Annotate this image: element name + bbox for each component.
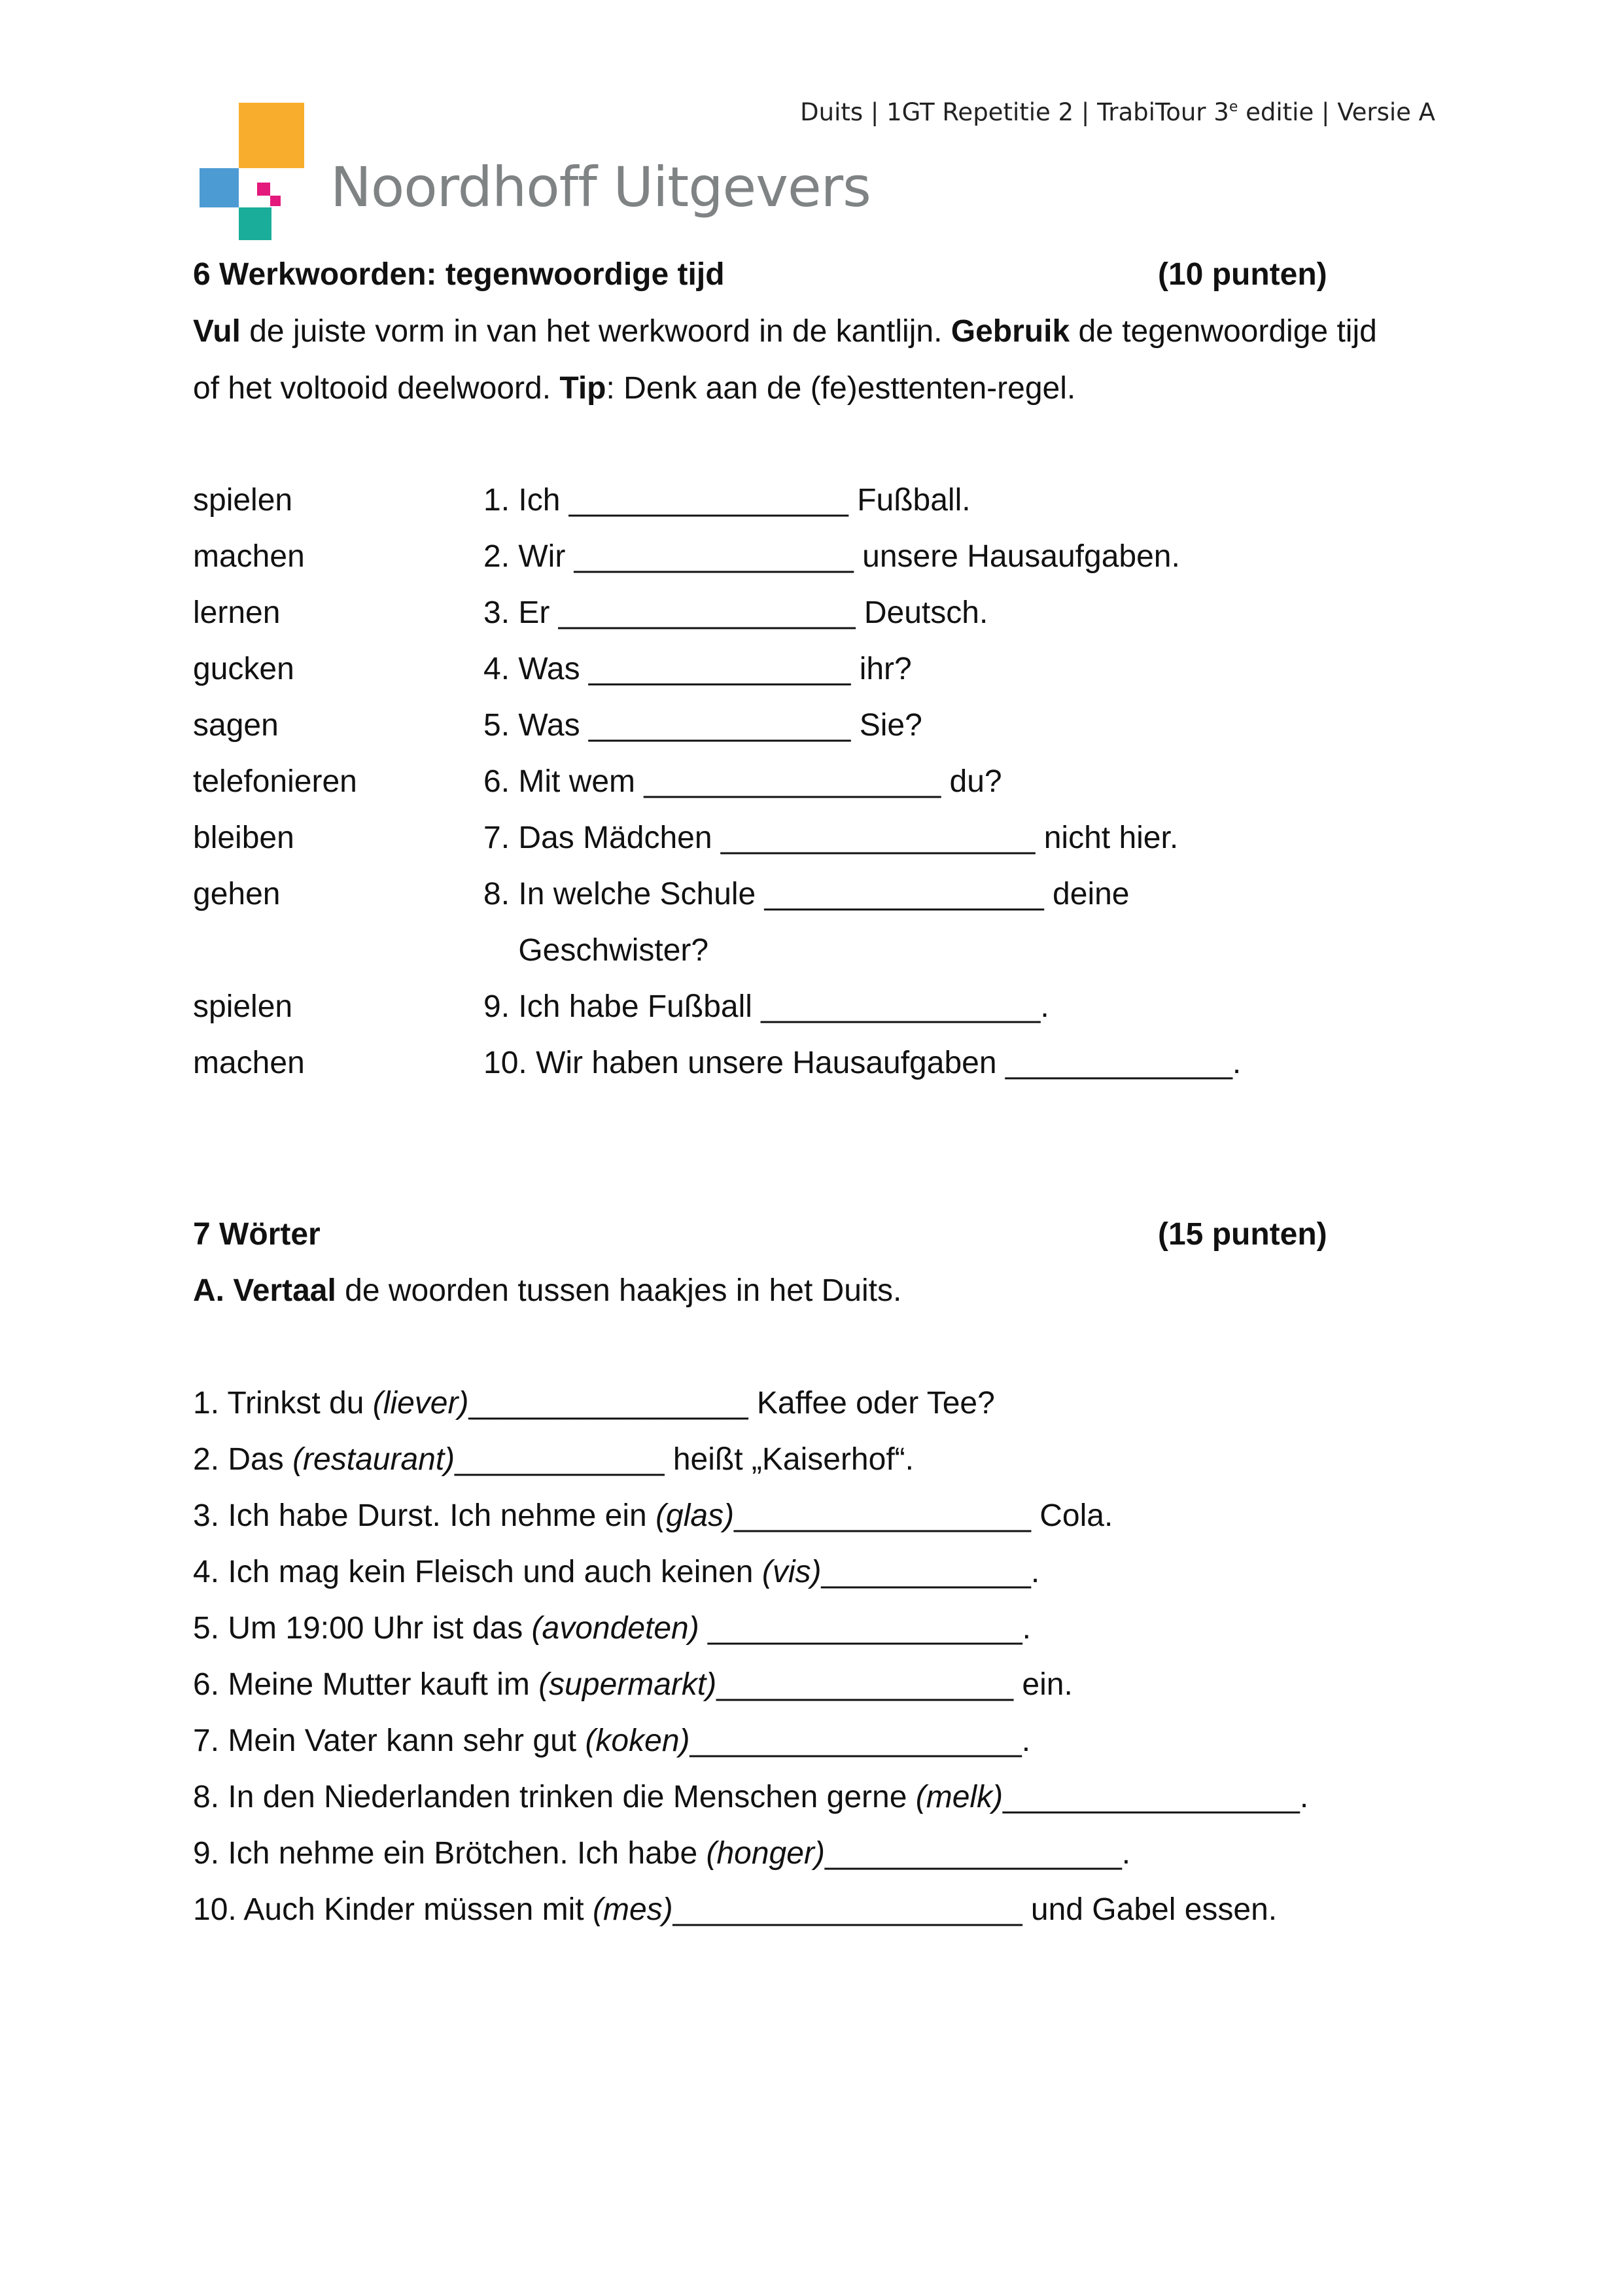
item-hint: (koken) (585, 1723, 690, 1758)
item-text: 5. Um 19:00 Uhr ist das (193, 1611, 532, 1646)
instruction-bold: Vul (193, 314, 241, 349)
item-blank: _________________. (824, 1836, 1131, 1871)
verb-hint: machen (193, 1046, 305, 1080)
verb-hint: machen (193, 539, 305, 574)
section-7-points: (15 punten) (1158, 1217, 1327, 1252)
verb-hint: spielen (193, 989, 293, 1024)
verb-hint: spielen (193, 483, 293, 518)
item-text: 10. Auch Kinder müssen mit (193, 1892, 593, 1927)
translation-item (193, 1609, 1031, 1648)
translation-item (193, 1834, 1130, 1873)
translation-item (193, 1778, 1308, 1817)
item-hint: (restaurant) (292, 1442, 455, 1477)
document-header (800, 98, 1435, 126)
translation-item (193, 1722, 1030, 1761)
instruction-bold: Tip (559, 371, 606, 406)
exercise-sentence: 1. Ich ________________ Fußball. (483, 483, 971, 518)
section-7-instruction (193, 1271, 901, 1311)
instruction-bold: A. Vertaal (193, 1273, 336, 1308)
item-hint: (vis) (761, 1555, 822, 1589)
item-text: 4. Ich mag kein Fleisch und auch keinen (193, 1555, 762, 1589)
exercise-sentence: 8. In welche Schule ________________ deine (483, 877, 1130, 911)
item-blank: ___________________. (689, 1723, 1031, 1758)
section-6-points: (10 punten) (1158, 257, 1327, 292)
instruction-text: : Denk aan de (fe)esttenten-regel. (606, 371, 1076, 406)
item-hint: (liever) (372, 1386, 469, 1421)
exercise-sentence: 10. Wir haben unsere Hausaufgaben _____________. (483, 1046, 1242, 1080)
item-blank: ________________ Kaffee oder Tee? (468, 1386, 995, 1421)
verb-hint: sagen (193, 708, 279, 743)
section-6-title: 6 Werkwoorden: tegenwoordige tijd (193, 257, 725, 292)
item-blank: _________________ Cola. (734, 1498, 1113, 1533)
instruction-text: de woorden tussen haakjes in het Duits. (336, 1273, 902, 1308)
verb-hint: gucken (193, 652, 294, 686)
item-text: 8. In den Niederlanden trinken die Menschen gerne (193, 1780, 916, 1814)
exercise-sentence-continued: Geschwister? (483, 933, 709, 968)
translation-item (193, 1553, 1039, 1592)
item-blank: __________________. (699, 1611, 1031, 1646)
section-7-title: 7 Wörter (193, 1217, 321, 1252)
item-text: 9. Ich nehme ein Brötchen. Ich habe (193, 1836, 707, 1871)
translation-item (193, 1384, 995, 1423)
item-blank: ____________. (821, 1555, 1040, 1589)
exercise-sentence: 7. Das Mädchen __________________ nicht hier. (483, 821, 1179, 855)
noordhoff-logo (200, 103, 871, 240)
section-6-instruction-line-2 (193, 369, 1075, 408)
item-text: 1. Trinkst du (193, 1386, 373, 1421)
verb-hint: gehen (193, 877, 281, 911)
verb-hint: telefonieren (193, 764, 357, 799)
item-hint: (glas) (655, 1498, 735, 1533)
logo-pink-square (257, 183, 270, 196)
exercise-sentence: 5. Was _______________ Sie? (483, 708, 922, 743)
logo-pink-square-small (270, 196, 281, 206)
instruction-text: of het voltooid deelwoord. (193, 371, 560, 406)
instruction-text: de juiste vorm in van het werkwoord in de kantlijn. (240, 314, 951, 349)
item-hint: (honger) (706, 1836, 825, 1871)
item-hint: (supermarkt) (538, 1667, 717, 1702)
section-6-instruction-line-1 (193, 312, 1377, 351)
logo-orange-square (239, 103, 304, 168)
header-superscript: e (1229, 99, 1238, 115)
item-blank: _________________. (1003, 1780, 1309, 1814)
item-text: 6. Meine Mutter kauft im (193, 1667, 539, 1702)
item-text: 2. Das (193, 1442, 293, 1477)
item-hint: (melk) (915, 1780, 1003, 1814)
logo-teal-square (239, 207, 271, 240)
logo-blue-square (200, 168, 239, 207)
exercise-sentence: 3. Er _________________ Deutsch. (483, 595, 988, 630)
verb-hint: bleiben (193, 821, 294, 855)
header-text: Duits | 1GT Repetitie 2 | TrabiTour 3 (800, 98, 1229, 126)
exercise-sentence: 4. Was _______________ ihr? (483, 652, 912, 686)
item-text: 7. Mein Vater kann sehr gut (193, 1723, 585, 1758)
exercise-sentence: 6. Mit wem _________________ du? (483, 764, 1002, 799)
instruction-bold: Gebruik (951, 314, 1070, 349)
logo-wordmark: Noordhoff Uitgevers (330, 155, 871, 219)
translation-item (193, 1890, 1277, 1930)
verb-hint: lernen (193, 595, 281, 630)
item-hint: (avondeten) (531, 1611, 699, 1646)
translation-item (193, 1665, 1073, 1704)
item-text: 3. Ich habe Durst. Ich nehme ein (193, 1498, 656, 1533)
item-blank: _________________ ein. (716, 1667, 1073, 1702)
item-hint: (mes) (592, 1892, 673, 1927)
header-text-end: editie | Versie A (1238, 98, 1435, 126)
translation-item (193, 1496, 1113, 1536)
exercise-sentence: 2. Wir ________________ unsere Hausaufgaben. (483, 539, 1180, 574)
item-blank: ____________________ und Gabel essen. (672, 1892, 1278, 1927)
exercise-sentence: 9. Ich habe Fußball ________________. (483, 989, 1049, 1024)
instruction-text: de tegenwoordige tijd (1070, 314, 1377, 349)
item-blank: ____________ heißt „Kaiserhof“. (455, 1442, 914, 1477)
translation-item (193, 1440, 914, 1479)
